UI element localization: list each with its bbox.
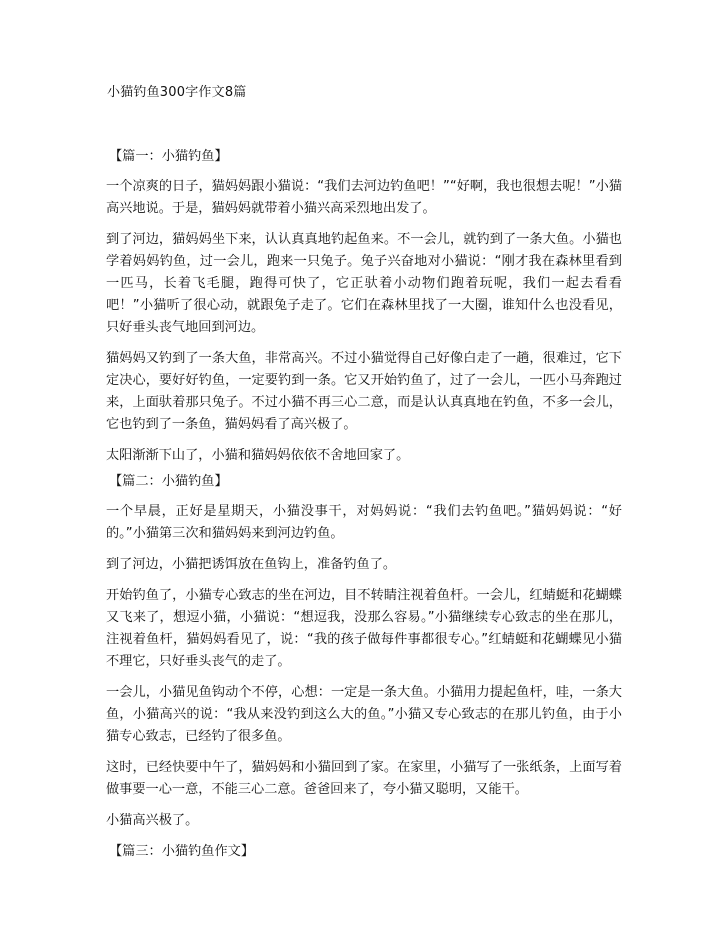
section-heading: 【篇三：小猫钓鱼作文】 [109,844,255,859]
document-title: 小猫钓鱼300字作文8篇 [107,85,247,100]
paragraph: 到了河边，小猫把诱饵放在鱼钩上，准备钓鱼了。 [106,557,397,572]
paragraph: 太阳渐渐下山了，小猫和猫妈妈依依不舍地回家了。 [106,448,410,463]
paragraph: 小猫高兴极了。 [106,813,199,828]
paragraph: 这时，已经快要中午了，猫妈妈和小猫回到了家。在家里，小猫写了一张纸条，上面写着做事要一心一意，不能三心二意。爸爸回来了，夸小猫又聪明，又能干。 [106,760,622,797]
document-body [106,146,622,871]
section-heading: 【篇一：小猫钓鱼】 [109,149,228,164]
paragraph: 到了河边，猫妈妈坐下来，认认真真地钓起鱼来。不一会儿，就钓到了一条大鱼。小猫也学着妈妈钓鱼，过一会儿，跑来一只兔子。兔子兴奋地对小猫说：“刚才我在森林里看到一匹马，长着飞毛腿，跑得可快了，它正驮着小动物们跑着玩呢，我们一起去看看吧！”小猫听了很心动，就跟兔子走了。它们在森林里找了一大圈，谁知什么也没看见，只好垂头丧气地回到河边。 [106,232,622,335]
section-heading: 【篇二：小猫钓鱼】 [109,474,228,489]
paragraph: 一会儿，小猫见鱼钩动个不停，心想：一定是一条大鱼。小猫用力提起鱼杆，哇，一条大鱼，小猫高兴的说：“我从来没钓到这么大的鱼。”小猫又专心致志的在那儿钓鱼，由于小猫专心致志，已经钓了很多鱼。 [106,685,622,744]
paragraph: 一个早晨，正好是星期天，小猫没事干，对妈妈说：“我们去钓鱼吧。”猫妈妈说：“好的。”小猫第三次和猫妈妈来到河边钓鱼。 [106,504,622,541]
paragraph: 猫妈妈又钓到了一条大鱼，非常高兴。不过小猫觉得自己好像白走了一趟，很难过，它下定决心，要好好钓鱼，一定要钓到一条。它又开始钓鱼了，过了一会儿，一匹小马奔跑过来，上面驮着那只兔子。不过小猫不再三心二意，而是认认真真地在钓鱼，不多一会儿，它也钓到了一条鱼，猫妈妈看了高兴极了。 [106,351,622,432]
paragraph: 开始钓鱼了，小猫专心致志的坐在河边，目不转睛注视着鱼杆。一会儿，红蜻蜓和花蝴蝶又飞来了，想逗小猫，小猫说：“想逗我，没那么容易。”小猫继续专心致志的坐在那儿，注视着鱼杆，猫妈妈看见了，说：“我的孩子做每件事都很专心。”红蜻蜓和花蝴蝶见小猫不理它，只好垂头丧气的走了。 [106,588,622,669]
paragraph: 一个凉爽的日子，猫妈妈跟小猫说：“我们去河边钓鱼吧！”“好啊，我也很想去呢！”小猫高兴地说。于是，猫妈妈就带着小猫兴高采烈地出发了。 [106,179,622,216]
